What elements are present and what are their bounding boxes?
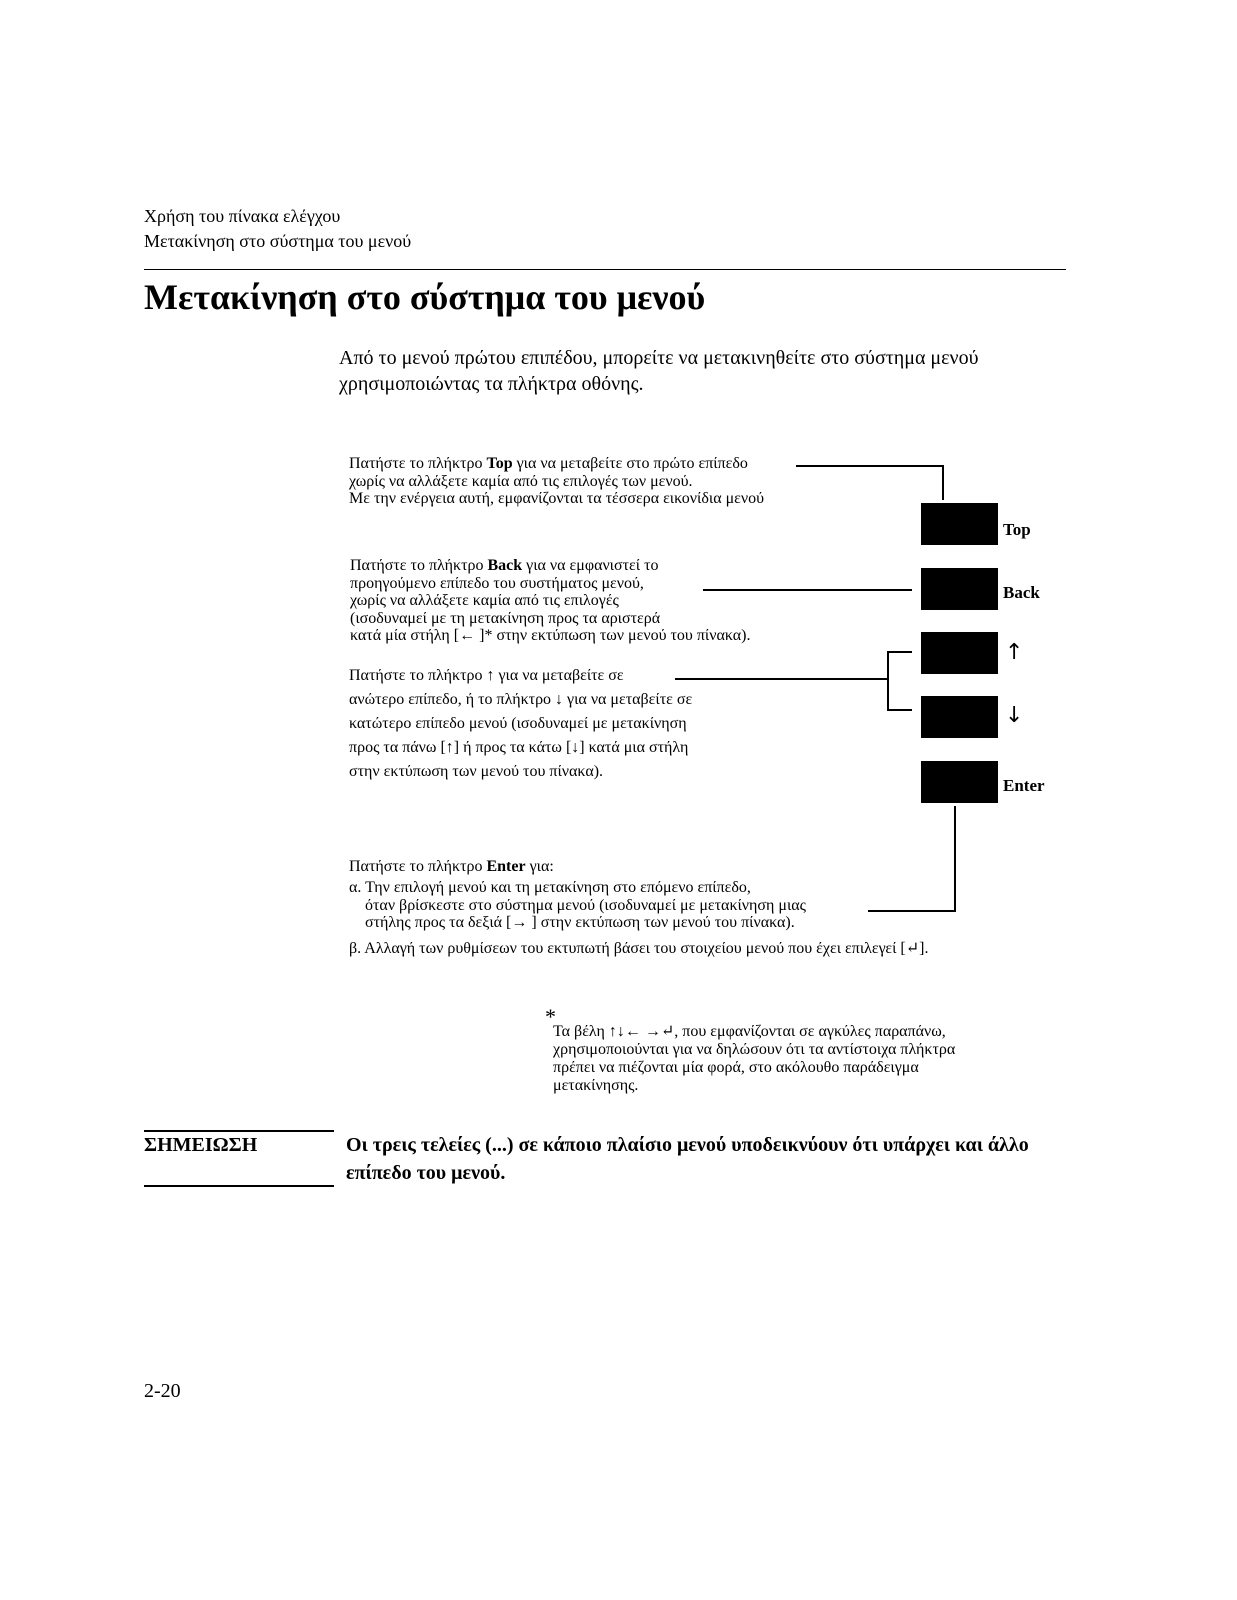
enter-key-name: Enter	[486, 858, 526, 875]
back-key-label: Back	[1003, 583, 1040, 602]
page-number: 2-20	[144, 1380, 181, 1402]
intro-line: Από το μενού πρώτου επιπέδου, μπορείτε να μετακινηθείτε στο σύστημα μενού	[339, 347, 979, 369]
top-key-description: Πατήστε το πλήκτρο Top για να μεταβείτε στο πρώτο επίπεδο χωρίς να αλλάξετε καμία από τις επιλογές των μενού. Με την ενέργεια αυτή, εμφανίζονται τα τέσσερα εικονίδια μενού	[349, 455, 765, 507]
footnote-star: *	[545, 1004, 556, 1029]
enter-key-description: Πατήστε το πλήκτρο Enter για: α. Την επιλογή μενού και τη μετακίνηση στο επόμενο επίπεδο, όταν βρίσκεστε στο σύστημα μενού (ισοδυναμεί με μετακίνηση μιας στήλης προς τα δεξιά [→ ] στην εκτύπωση των μενού του πίνακα). β. Αλλαγή των ρυθμίσεων του εκτυπωτή βάσει του στοιχείου μενού που έχει επιλεγεί [↵].	[349, 858, 929, 957]
enter-key-label: Enter	[1003, 776, 1045, 795]
note-text: Οι τρεις τελείες (...) σε κάποιο πλαίσιο μενού υποδεικνύουν ότι υπάρχει και άλλο επίπεδο του μενού.	[346, 1134, 1029, 1184]
footnote: Τα βέλη ↑↓← →↵, που εμφανίζονται σε αγκύλες παραπάνω, χρησιμοποιούνται για να δηλώσουν ότι τα αντίστοιχα πλήκτρα πρέπει να πιέζονται μία φορά, στο ακόλουθο παράδειγμα μετακίνησης.	[553, 1023, 956, 1094]
note-bottom-rule	[144, 1185, 334, 1187]
top-key-name: Top	[486, 455, 513, 472]
back-key-name: Back	[487, 557, 523, 574]
note-label: ΣΗΜΕΙΩΣΗ	[144, 1134, 258, 1156]
up-branch	[888, 652, 912, 710]
back-key-description: Πατήστε το πλήκτρο Back για να εμφανιστεί το προηγούμενο επίπεδο του συστήματος μενού, χωρίς να αλλάξετε καμία από τις επιλογές (ισοδυναμεί με τη μετακίνηση προς τα αριστερά κατά μία στήλη [← ]* στην εκτύπωση των μενού του πίνακα).	[350, 557, 751, 644]
up-arrow-icon: ↑	[1005, 640, 1024, 665]
enter-connector	[868, 806, 955, 911]
running-header-chapter: Χρήση του πίνακα ελέγχου	[144, 206, 341, 226]
top-key-label: Top	[1003, 520, 1031, 539]
down-arrow-icon: ↓	[1005, 703, 1024, 728]
note-top-rule	[144, 1130, 334, 1132]
running-header-section: Μετακίνηση στο σύστημα του μενού	[144, 231, 412, 251]
intro-line: χρησιμοποιώντας τα πλήκτρα οθόνης.	[339, 373, 644, 395]
page-title: Μετακίνηση στο σύστημα του μενού	[144, 277, 706, 317]
top-connector	[796, 466, 943, 500]
updown-key-description: Πατήστε το πλήκτρο ↑ για να μεταβείτε σε ανώτερο επίπεδο, ή το πλήκτρο ↓ για να μεταβείτε σε κατώτερο επίπεδο μενού (ισοδυναμεί με μετακίνηση προς τα πάνω [↑] ή προς τα κάτω [↓] κατά μια στήλη στην εκτύπωση των μενού του πίνακα).	[349, 667, 693, 780]
